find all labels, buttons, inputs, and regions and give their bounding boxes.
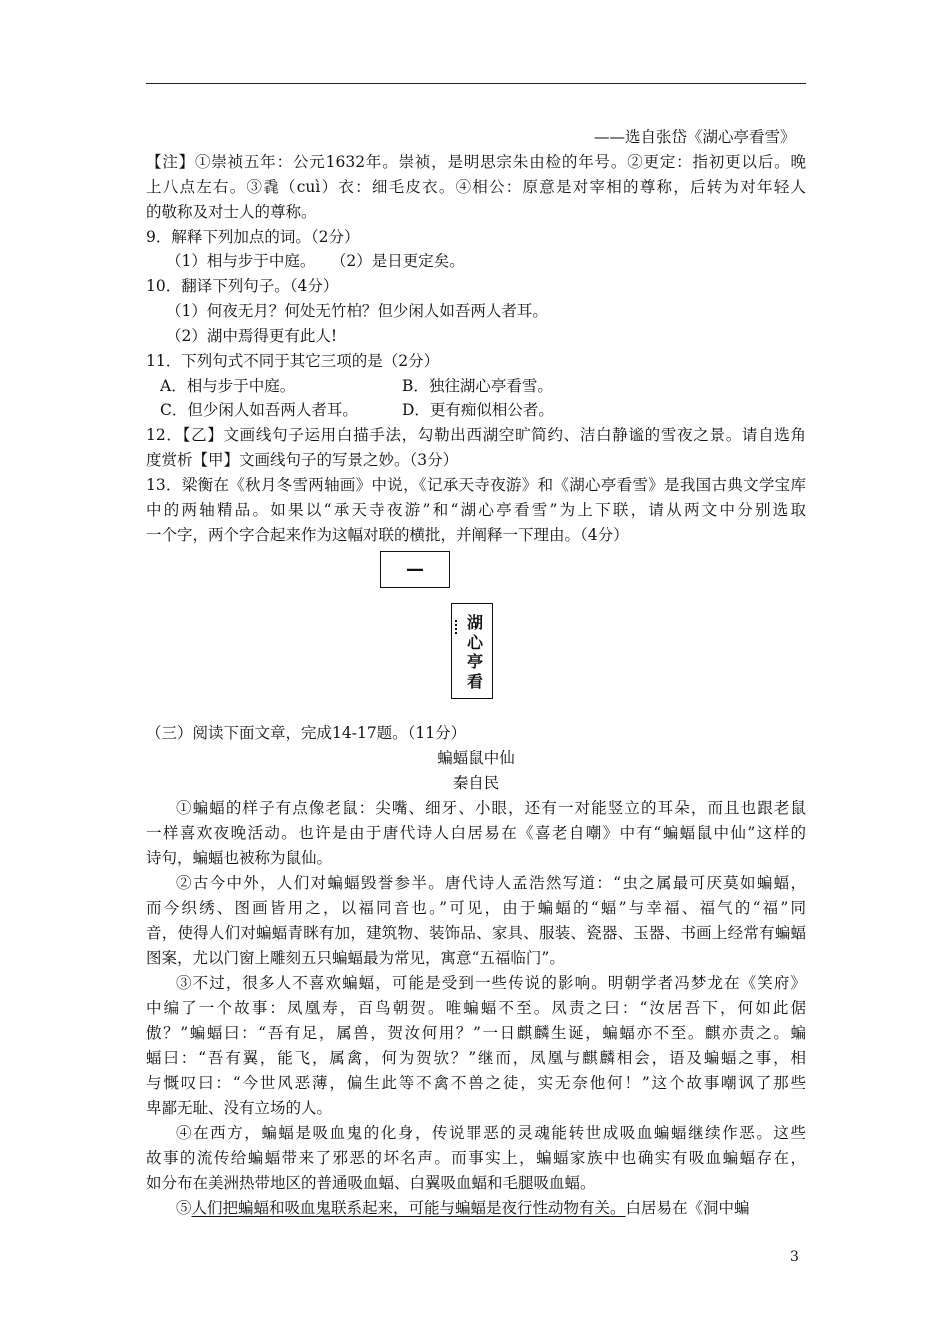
q11-option-c: C．但少闲人如吾两人者耳。 (160, 401, 358, 419)
p3-line-5: 与慨叹曰：“今世风恶薄，偏生此等不禽不兽之徒，实无奈他何！”这个故事嘲讽了那些 (146, 1074, 806, 1092)
q13-line-1: 13．梁衡在《秋月冬雪两轴画》中说，《记承天寺夜游》和《湖心亭看雪》是我国古典文学宝库 (146, 476, 806, 494)
p5-number: ⑤ (176, 1199, 192, 1217)
p5-rest: 白居易在《洞中蝙 (625, 1199, 750, 1217)
note-line-1: 【注】①崇祯五年：公元1632年。崇祯，是明思宗朱由检的年号。②更定：指初更以后。晚 (146, 153, 806, 171)
p2-line-4: 图案，尤以门窗上雕刻五只蝙蝠最为常见，寓意“五福临门”。 (146, 949, 565, 967)
p2-line-2: 而今织绣、图画皆用之，以福同音也。”可见，由于蝙蝠的“蝠”与幸福、福气的“福”同 (146, 899, 806, 917)
q11-option-d: D．更有痴似相公者。 (402, 401, 554, 419)
p2-line-1: ②古今中外，人们对蝙蝠毁誉参半。唐代诗人孟浩然写道：“虫之属最可厌莫如蝙蝠， (176, 874, 806, 892)
q13-line-3: 一个字，两个字合起来作为这幅对联的横批，并阐释一下理由。（4分） (146, 526, 629, 544)
source-line: ——选自张岱《湖心亭看雪》 (594, 128, 796, 146)
p5-line-1 (176, 1198, 750, 1218)
section3-stem: （三）阅读下面文章，完成14-17题。（11分） (146, 724, 467, 742)
p2-line-3: 音，使得人们对蝙蝠青眯有加，建筑物、装饰品、家具、服装、瓷器、玉器、书画上经常有蝙蝠 (146, 924, 806, 942)
q9-items: （1）相与步于中庭。 （2）是日更定矣。 (166, 252, 465, 270)
note-line-2: 上八点左右。③毳（cuì）衣：细毛皮衣。④相公：原意是对宰相的尊称，后转为对年轻人 (146, 178, 806, 196)
q10-stem: 10．翻译下列句子。（4分） (146, 277, 339, 295)
p3-line-4: 蝠曰：“吾有翼，能飞，属禽，何为贺欤？”继而，凤凰与麒麟相会，语及蝙蝠之事，相 (146, 1049, 806, 1067)
p4-line-1: ④在西方，蝙蝠是吸血鬼的化身，传说罪恶的灵魂能转世成吸血蝙蝠继续作恶。这些 (176, 1124, 806, 1142)
q9-stem: 9．解释下列加点的词。（2分） (146, 228, 360, 246)
scroll-seal-mark (455, 620, 462, 634)
p1-line-3: 诗句，蝙蝠也被称为鼠仙。 (146, 849, 333, 867)
note-line-3: 的敬称及对士人的尊称。 (146, 203, 317, 221)
p4-line-2: 故事的流传给蝙蝠带来了邪恶的坏名声。而事实上，蝙蝠家族中也确实有吸血蝙蝠存在， (146, 1149, 806, 1167)
page-number: 3 (790, 1249, 799, 1265)
p3-line-2: 中编了一个故事：凤凰寿，百鸟朝贺。唯蝙蝠不至。凤责之曰：“汝居吾下，何如此倨 (146, 999, 806, 1017)
q12-line-2: 度赏析【甲】文画线句子的写景之妙。（3分） (146, 451, 459, 469)
p3-line-6: 卑鄙无耻、没有立场的人。 (146, 1099, 333, 1117)
couplet-scroll-box (451, 603, 493, 699)
couplet-horizontal-text: — (406, 559, 424, 580)
q12-line-1: 12．【乙】文画线句子运用白描手法，勾勒出西湖空旷简约、洁白静谧的雪夜之景。请自选角 (146, 426, 806, 444)
p1-line-2: 一样喜欢夜晚活动。也许是由于唐代诗人白居易在《喜老自嘲》中有“蝙蝠鼠中仙”这样的 (146, 824, 806, 842)
q11-option-b: B．独往湖心亭看雪。 (402, 377, 553, 395)
p3-line-3: 傲？”蝙蝠曰：“吾有足，属兽，贺汝何用？”一日麒麟生诞，蝙蝠亦不至。麒亦责之。蝙 (146, 1024, 806, 1042)
article-author: 秦自民 (452, 774, 500, 792)
article-title: 蝙蝠鼠中仙 (437, 749, 515, 767)
couplet-scroll-text: 湖心亭看 (466, 613, 483, 691)
couplet-horizontal-box (380, 551, 450, 588)
q11-stem: 11．下列句式不同于其它三项的是（2分） (146, 352, 440, 370)
q10-item-1: （1）何夜无月？何处无竹柏？但少闲人如吾两人者耳。 (166, 302, 548, 320)
q11-option-a: A．相与步于中庭。 (160, 377, 296, 395)
header-rule (146, 83, 806, 84)
q13-line-2: 中的两轴精品。如果以“承天寺夜游”和“湖心亭看雪”为上下联，请从两文中分别选取 (146, 501, 806, 519)
p3-line-1: ③不过，很多人不喜欢蝙蝠，可能是受到一些传说的影响。明朝学者冯梦龙在《笑府》 (176, 974, 806, 992)
p4-line-3: 如分布在美洲热带地区的普通吸血蝠、白翼吸血蝠和毛腿吸血蝠。 (146, 1174, 596, 1192)
q10-item-2: （2）湖中焉得更有此人! (166, 327, 338, 345)
p1-line-1: ①蝙蝠的样子有点像老鼠：尖嘴、细牙、小眼，还有一对能竖立的耳朵，而且也跟老鼠 (176, 799, 806, 817)
p5-underlined-sentence: 人们把蝙蝠和吸血鬼联系起来，可能与蝙蝠是夜行性动物有关。 (191, 1199, 626, 1217)
